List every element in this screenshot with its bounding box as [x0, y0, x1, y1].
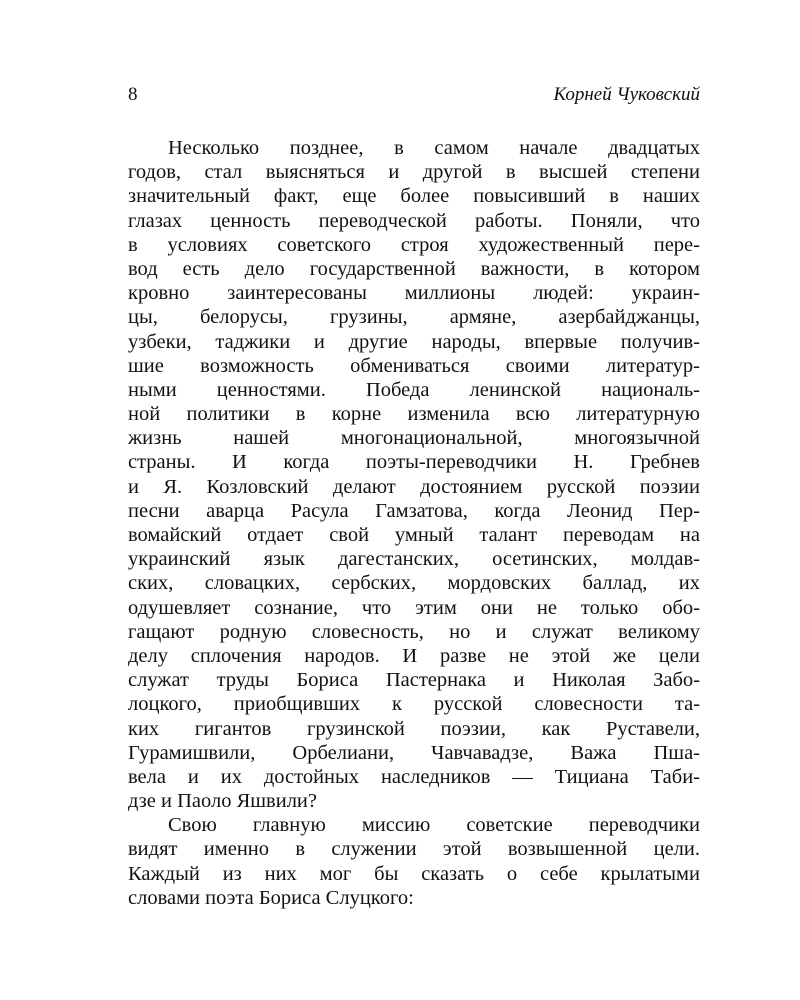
- text-line: песни аварца Расула Гамзатова, когда Леонид Пер-: [128, 499, 700, 522]
- running-title: Корней Чуковский: [553, 84, 700, 105]
- text-line: Свою главную миссию советские переводчики: [168, 814, 700, 837]
- text-line: глазах ценность переводческой работы. Поняли, что: [128, 209, 700, 232]
- text-line: и Я. Козловский делают достоянием русской поэзии: [128, 475, 700, 498]
- text-line: ских, словацких, сербских, мордовских баллад, их: [128, 572, 700, 595]
- text-line: годов, стал выясняться и другой в высшей степени: [128, 161, 700, 184]
- text-line: гащают родную словесность, но и служат великому: [128, 620, 700, 643]
- text-line: делу сплочения народов. И разве не этой же цели: [128, 644, 700, 667]
- text-line: кровно заинтересованы миллионы людей: украин-: [128, 282, 700, 305]
- text-line: ной политики в корне изменила всю литературную: [128, 403, 700, 426]
- text-line: видят именно в служении этой возвышенной цели.: [128, 838, 700, 861]
- text-line: ких гигантов грузинской поэзии, как Руставели,: [128, 717, 700, 740]
- text-line: в условиях советского строя художественный пере-: [128, 233, 700, 256]
- running-head: [128, 84, 700, 112]
- text-line: жизнь нашей многонациональной, многоязычной: [128, 427, 700, 450]
- text-line: узбеки, таджики и другие народы, впервые получив-: [128, 330, 700, 353]
- page-number: 8: [128, 84, 138, 105]
- text-line: словами поэта Бориса Слуцкого:: [128, 886, 414, 909]
- text-line: ными ценностями. Победа ленинской националь-: [128, 378, 700, 401]
- text-line: Каждый из них мог бы сказать о себе крылатыми: [128, 862, 700, 885]
- text-line: шие возможность обмениваться своими литератур-: [128, 354, 700, 377]
- text-line: одушевляет сознание, что этим они не только обо-: [128, 596, 700, 619]
- text-line: вомайский отдает свой умный талант переводам на: [128, 524, 700, 546]
- text-line: цы, белорусы, грузины, армяне, азербайджанцы,: [128, 306, 700, 329]
- text-line: украинский язык дагестанских, осетинских, молдав-: [128, 548, 700, 571]
- text-line: вод есть дело государственной важности, в котором: [128, 257, 700, 280]
- text-line: служат труды Бориса Пастернака и Николая Забо-: [128, 669, 700, 692]
- text-line: дзе и Паоло Яшвили?: [128, 790, 317, 813]
- text-line: значительный факт, еще более повысивший в наших: [128, 185, 700, 208]
- body-text: [128, 136, 700, 910]
- text-line: страны. И когда поэты-переводчики Н. Гребнев: [128, 451, 700, 474]
- text-line: Несколько позднее, в самом начале двадцатых: [168, 137, 700, 159]
- text-line: вела и их достойных наследников — Тициана Таби-: [128, 765, 700, 788]
- text-line: Гурамишвили, Орбелиани, Чавчавадзе, Важа Пша-: [128, 741, 700, 764]
- text-line: лоцкого, приобщивших к русской словесности та-: [128, 693, 700, 716]
